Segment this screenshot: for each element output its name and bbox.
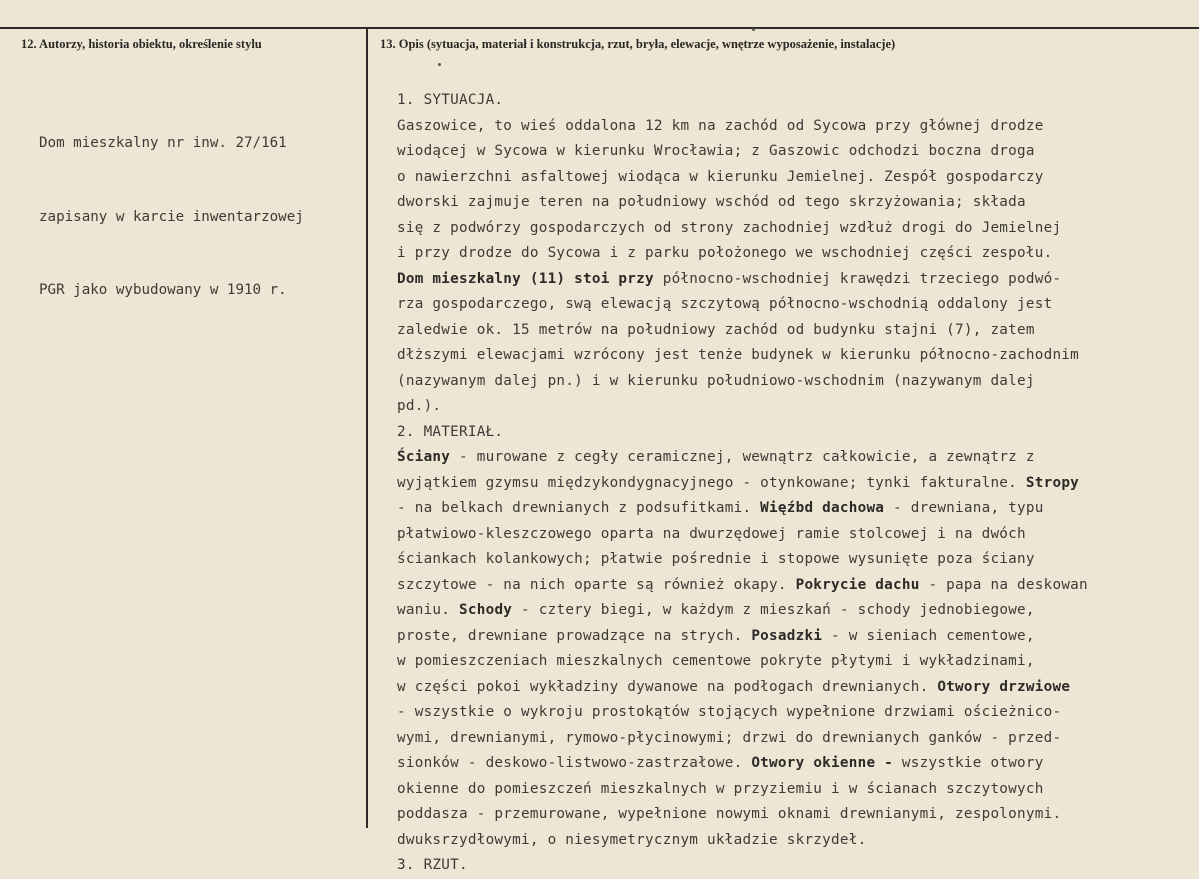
top-rule <box>0 27 1199 29</box>
text-run: płatwiowo-kleszczowego oparta na dwurzędowej ramie stolcowej i na dwóch <box>397 525 1026 542</box>
column-divider <box>366 28 368 828</box>
description-line <box>397 649 1197 675</box>
paper-speck <box>752 28 755 31</box>
text-run: wyjątkiem gzymsu międzykondygnacyjnego - otynkowane; tynki fakturalne. <box>397 474 1026 491</box>
description-line <box>397 139 1197 165</box>
text-run: proste, drewniane prowadzące na strych. <box>397 627 752 644</box>
text-run: - papa na deskowan <box>919 576 1088 593</box>
text-run: ściankach kolankowych; płatwie pośrednie i stopowe wysunięte poza ściany <box>397 551 1035 567</box>
text-run: w części pokoi wykładziny dywanowe na podłogach drewnianych. <box>397 678 938 695</box>
text-run: w pomieszczeniach mieszkalnych cementowe pokryte płytymi i wykładzinami, <box>397 653 1035 669</box>
section-13-header: 13. Opis (sytuacja, materiał i konstrukcja, rzut, bryła, elewacje, wnętrze wyposażenie, instalacje) <box>380 37 896 51</box>
left-text-line: PGR jako wybudowany w 1910 r. <box>39 282 287 298</box>
text-run: rza gospodarczego, swą elewacją szczytową północno-wschodnią oddalony jest <box>397 296 1053 312</box>
description-line <box>397 598 1197 624</box>
description-line <box>397 114 1197 140</box>
description-line <box>397 522 1197 548</box>
description-line <box>397 165 1197 191</box>
text-run: - wszystkie o wykroju prostokątów stojących wypełnione drzwiami ościeżnico- <box>397 704 1062 720</box>
description-line <box>397 216 1197 242</box>
text-run: waniu. <box>397 602 460 618</box>
text-run: Gaszowice, to wieś oddalona 12 km na zachód od Sycowa przy głównej drodze <box>397 117 1044 134</box>
text-run: wiodącej w Sycowa w kierunku Wrocławia; z Gaszowic odchodzi boczna droga <box>397 143 1035 159</box>
text-run: pd.). <box>397 398 442 414</box>
description-line <box>397 241 1197 267</box>
description-line <box>397 777 1197 803</box>
description-line <box>397 343 1197 369</box>
text-run: się z podwórzy gospodarczych od strony zachodniej wzdłuż drogi do Jemielnej <box>397 219 1062 236</box>
text-run: północno-wschodniej krawędzi trzeciego podwó- <box>662 270 1062 287</box>
description-line <box>397 624 1197 650</box>
description-line <box>397 751 1197 777</box>
bold-term: Posadzki <box>751 627 823 644</box>
description-line <box>397 190 1197 216</box>
bold-term: Schody <box>459 602 513 618</box>
bold-term: Stropy <box>1025 474 1080 491</box>
left-text-line: zapisany w karcie inwentarzowej <box>39 208 304 225</box>
description-line <box>397 675 1197 701</box>
text-run: dwuksrzydłowymi, o niesymetrycznym układzie skrzydeł. <box>397 831 867 848</box>
description-line <box>397 726 1197 752</box>
text-run: - drewniana, typu <box>884 500 1044 516</box>
section-12-header: 12. Autorzy, historia obiektu, określenie stylu <box>21 37 262 51</box>
bold-term: Otwory drzwiowe <box>937 678 1071 695</box>
text-run: wszystkie otwory <box>893 755 1044 771</box>
text-run: - murowane z cegły ceramicznej, wewnątrz całkowicie, a zewnątrz z <box>450 449 1035 465</box>
text-run: okienne do pomieszczeń mieszkalnych w przyziemiu i w ścianach szczytowych <box>397 780 1044 797</box>
text-run: dworski zajmuje teren na południowy wschód od tego skrzyżowania; składa <box>397 194 1026 210</box>
description-line <box>397 828 1197 854</box>
description-text <box>397 88 1197 879</box>
description-line <box>397 573 1197 599</box>
text-run: o nawierzchni asfaltowej wiodąca w kierunku Jemielnej. Zespół gospodarczy <box>397 168 1044 185</box>
text-run: szczytowe - na nich oparte są również okapy. <box>397 576 796 593</box>
text-run: 2. MATERIAŁ. <box>397 423 504 440</box>
text-run: (nazywanym dalej pn.) i w kierunku południowo-wschodnim (nazywanym dalej <box>397 372 1035 389</box>
description-line <box>397 369 1197 395</box>
description-line <box>397 802 1197 828</box>
bold-term: Ściany <box>397 449 451 465</box>
description-line <box>397 292 1197 318</box>
description-line <box>397 853 1197 879</box>
description-line <box>397 700 1197 726</box>
description-line <box>397 496 1197 522</box>
text-run: - w sieniach cementowe, <box>822 627 1035 644</box>
bold-term: Pokrycie dachu <box>795 576 920 593</box>
description-line <box>397 420 1197 446</box>
left-text-line: Dom mieszkalny nr inw. 27/161 <box>39 135 287 151</box>
text-run: dłższymi elewacjami wzrócony jest tenże budynek w kierunku północno-zachodnim <box>397 347 1080 363</box>
bold-term: Otwory okienne - <box>751 755 894 771</box>
description-line <box>397 471 1197 497</box>
text-run: zaledwie ok. 15 metrów na południowy zachód od budynku stajni (7), zatem <box>397 321 1035 338</box>
authors-history-text <box>39 82 359 352</box>
text-run: sionków - deskowo-listwowo-zastrzałowe. <box>397 755 752 771</box>
text-run: - na belkach drewnianych z podsufitkami. <box>397 500 761 516</box>
description-line <box>397 88 1197 114</box>
description-line <box>397 547 1197 573</box>
paper-speck <box>438 63 441 66</box>
bold-term: Więźbd dachowa <box>760 500 885 516</box>
text-run: wymi, drewnianymi, rymowo-płycinowymi; drzwi do drewnianych ganków - przed- <box>397 729 1062 746</box>
description-line <box>397 394 1197 420</box>
text-run: 3. RZUT. <box>397 857 468 873</box>
text-run: - cztery biegi, w każdym z mieszkań - schody jednobiegowe, <box>512 602 1035 618</box>
description-line <box>397 267 1197 293</box>
text-run: poddasza - przemurowane, wypełnione nowymi oknami drewnianymi, zespolonymi. <box>397 806 1062 822</box>
description-line <box>397 445 1197 471</box>
text-run: i przy drodze do Sycowa i z parku położonego we wschodniej części zespołu. <box>397 245 1053 261</box>
bold-term: Dom mieszkalny (11) stoi przy <box>397 270 663 287</box>
description-line <box>397 318 1197 344</box>
text-run: 1. SYTUACJA. <box>397 92 504 108</box>
